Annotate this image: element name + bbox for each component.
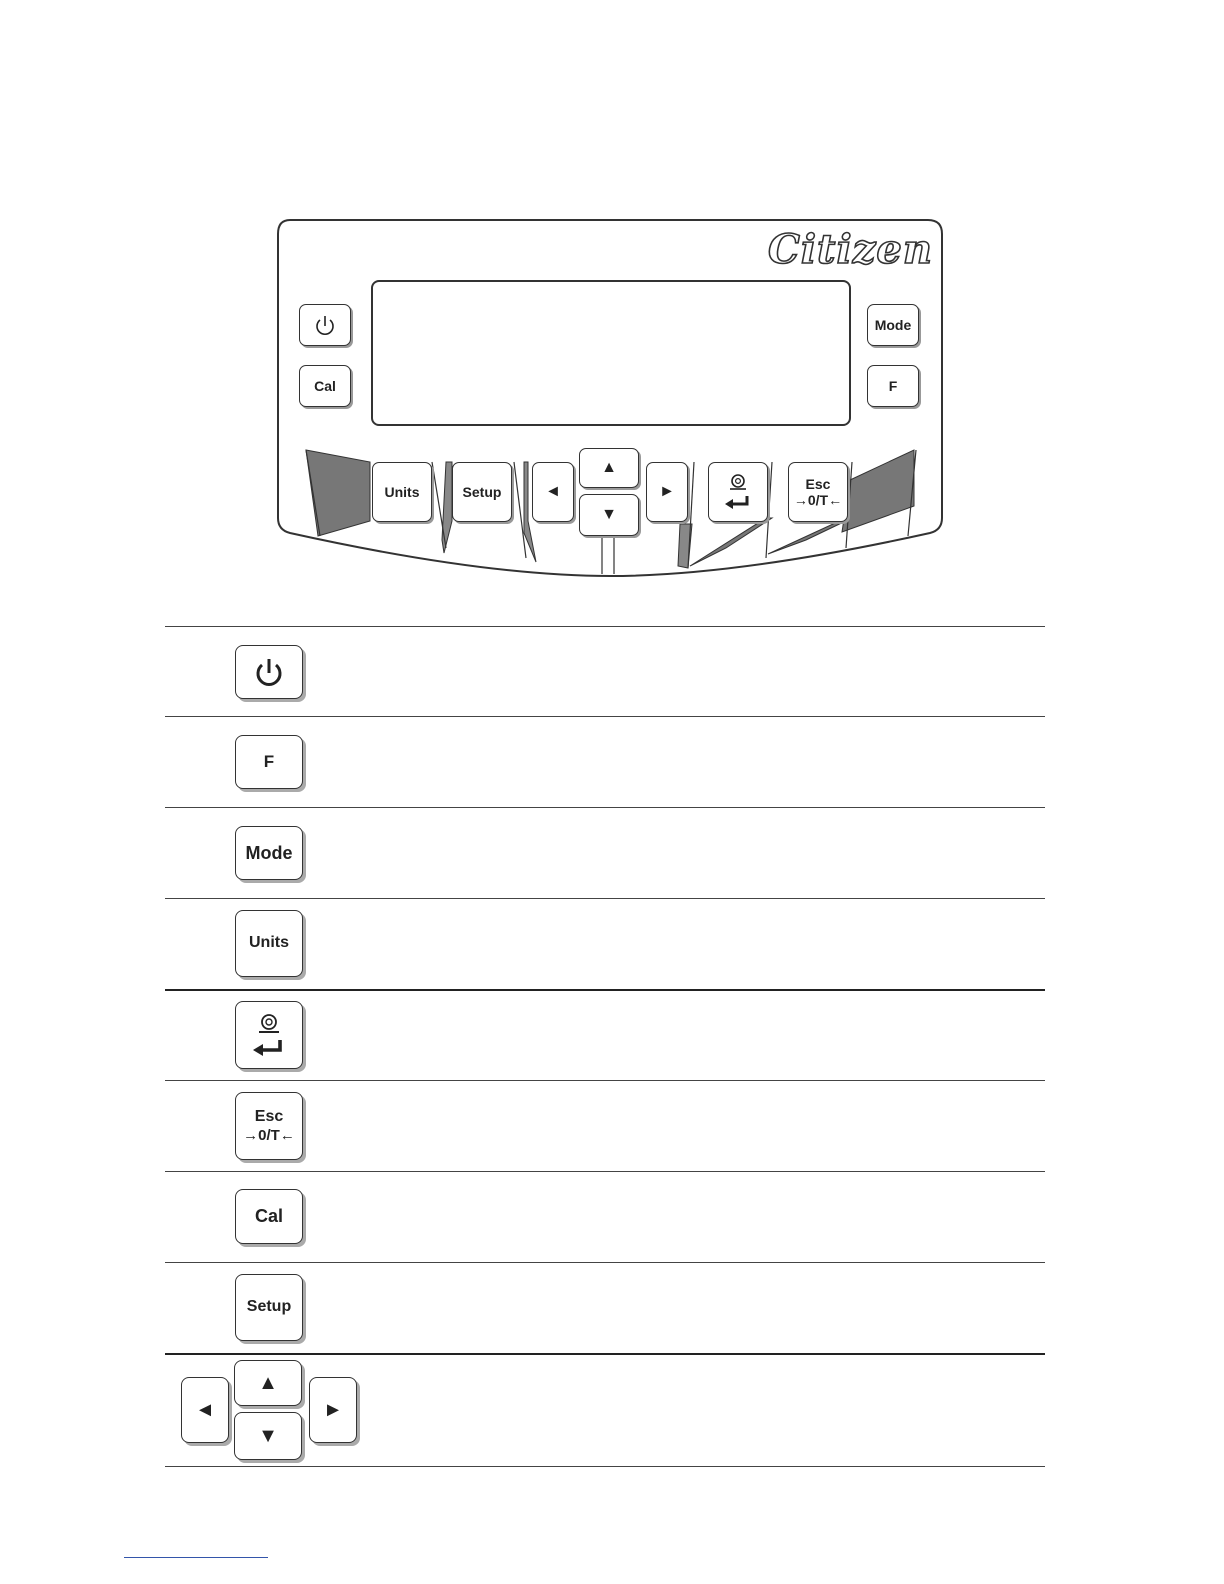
table-rule — [165, 716, 1045, 717]
table-rule — [165, 1080, 1045, 1081]
table-rule — [165, 1466, 1045, 1467]
mode-button[interactable]: Mode — [867, 304, 919, 346]
left-arrow-icon: ◄ — [545, 482, 561, 500]
up-arrow-button[interactable] — [579, 448, 639, 488]
table-row-up-arrow-key — [234, 1360, 302, 1406]
table-rule — [165, 1353, 1045, 1355]
up-arrow-icon: ▲ — [601, 458, 617, 476]
right-arrow-icon: ► — [659, 482, 675, 500]
table-row-power-key — [235, 645, 303, 699]
table-row-esc-tare-key — [235, 1092, 303, 1160]
left-arrow-button[interactable] — [532, 462, 574, 522]
table-rule — [165, 626, 1045, 627]
zero-tare-label: →0/T← — [243, 1126, 295, 1144]
print-enter-icon — [721, 470, 755, 514]
balance-keypad-panel — [276, 218, 944, 578]
table-rule — [165, 989, 1045, 991]
up-arrow-icon: ▲ — [258, 1371, 278, 1394]
table-row-down-arrow-key — [234, 1412, 302, 1460]
esc-label: Esc — [805, 475, 831, 492]
power-button[interactable] — [299, 304, 351, 346]
table-row-right-arrow-key — [309, 1377, 357, 1443]
table-row-mode-key: Mode — [235, 826, 303, 880]
right-arrow-icon: ► — [323, 1398, 343, 1421]
right-arrow-button[interactable] — [646, 462, 688, 522]
left-arrow-icon: ◄ — [195, 1398, 215, 1421]
units-button[interactable]: Units — [372, 462, 432, 522]
table-row-setup-key: Setup — [235, 1274, 303, 1341]
down-arrow-button[interactable] — [579, 494, 639, 536]
esc-tare-button[interactable] — [788, 462, 848, 522]
print-enter-button[interactable] — [708, 462, 768, 522]
esc-label: Esc — [254, 1108, 284, 1126]
table-rule — [165, 1171, 1045, 1172]
brand-logo: Citizen — [768, 226, 933, 273]
table-row-cal-key: Cal — [235, 1189, 303, 1244]
f-button[interactable]: F — [867, 365, 919, 407]
table-row-print-enter-key — [235, 1001, 303, 1069]
cal-button[interactable]: Cal — [299, 365, 351, 407]
power-icon — [314, 313, 336, 337]
table-rule — [165, 807, 1045, 808]
power-icon — [254, 656, 284, 688]
down-arrow-icon: ▼ — [601, 505, 617, 523]
table-row-left-arrow-key — [181, 1377, 229, 1443]
down-arrow-icon: ▼ — [258, 1424, 278, 1447]
print-enter-icon — [249, 1008, 289, 1062]
setup-button[interactable]: Setup — [452, 462, 512, 522]
lcd-display — [371, 280, 851, 426]
table-row-units-key: Units — [235, 910, 303, 977]
table-row-f-key: F — [235, 735, 303, 789]
footnote-rule — [124, 1557, 268, 1558]
table-rule — [165, 1262, 1045, 1263]
table-rule — [165, 898, 1045, 899]
zero-tare-label: →0/T← — [793, 492, 843, 508]
